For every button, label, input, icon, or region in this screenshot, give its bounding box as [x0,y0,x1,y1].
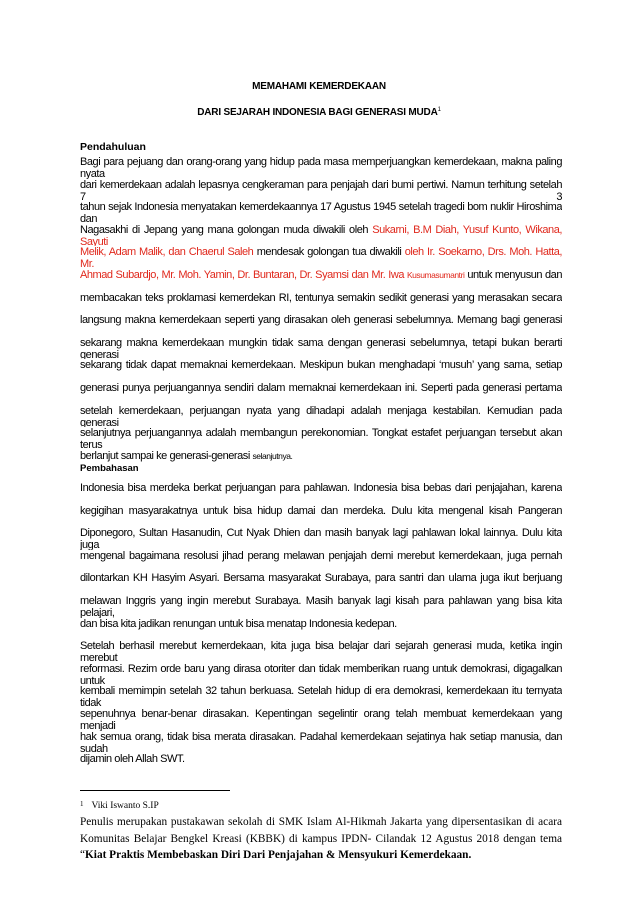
text-line: Bagi para pejuang dan orang-orang yang hidup pada masa memperjuangkan kemerdekaan, makna paling nyata [80,156,562,179]
text-line: sepenuhnya benar-benar dirasakan. Kepentingan segelintir orang telah membuat kemerdekaan yang menjadi [80,707,562,731]
paragraph-pembahasan [80,482,562,776]
text-line: Indonesia bisa merdeka berkat perjuangan para pahlawan. Indonesia bisa bebas dari penjajahan, karena [80,482,562,494]
footnote-author: Viki Iswanto S.IP [91,801,159,811]
text-line: membacakan teks proklamasi kemerdekan RI, tentunya semakin sedikit generasi yang merasakan secara [80,291,562,304]
text-fragment: untuk menyusun dan [467,268,562,281]
text-line: kembali memimpin setelah 32 tahun berkuasa. Setelah hidup di era demokrasi, kemerdekaan itu ternyata tidak [80,685,562,708]
text-fragment: Nagasakhi di Jepang yang mana golongan muda diwakili oleh [80,223,369,236]
footnote-reference: 1 [437,107,441,113]
text-line: hak semua orang, tidak bisa merata dirasakan. Padahal kemerdekaan sejatinya hak setiap manusia, dan sudah [80,730,562,754]
text-line: sekarang makna kemerdekaan mungkin tidak sama dengan generasi sebelumnya, tetapi bukan berarti generasi [80,336,562,360]
text-fragment: berlanjut sampai ke generasi-generasi [80,449,250,462]
text-line [80,450,562,473]
text-line: Setelah berhasil merebut kemerdekaan, kita juga bisa belajar dari sejarah generasi muda, ketika ingin merebut [80,640,562,663]
text-line: kegigihan masyarakatnya untuk bisa hidup damai dan merdeka. Dulu kita mengenal kisah Pangeran [80,504,562,517]
footnote-divider [80,790,230,791]
highlighted-names: Ahmad Subardjo, Mr. Moh. Yamin, Dr. Buntaran, Dr. Syamsi dan Mr. Iwa [80,268,405,281]
highlighted-names: oleh Ir. Soekarno, Drs. Moh. Hatta, Mr. [80,246,562,269]
text-fragment: selanjutnya. [252,450,293,461]
text-line: melawan Inggris yang ingin merebut Surabaya. Masih banyak lagi kisah para pahlawan yang bisa kita pelajari, [80,594,562,618]
text-line: reformasi. Rezim orde baru yang dirasa otoriter dan tidak memberikan ruang untuk demokrasi, digagalkan untuk [80,662,562,686]
footnote-author-line [80,796,562,814]
text-line [80,224,562,247]
text-line: sekarang tidak dapat memaknai kemerdekaan. Meskipun bukan menghadapi ‘musuh’ yang sama, setiap [80,359,562,372]
text-line: dan bisa kita jadikan renungan untuk bisa menatap Indonesia kedepan. [80,617,397,630]
document-subtitle [0,107,638,118]
footnote-mark: 1 [80,800,84,808]
text-line: dari kemerdekaan adalah lepasnya cengkeraman para penjajah dari bumi pertiwi. Namun terhitung setelah 7 3 [80,178,562,202]
text-line: generasi punya perjuangannya sendiri dalam memaknai kemerdekaan ini. Seperti pada generasi pertama [80,381,562,394]
text-line: selanjutnya perjuangannya adalah membangun perekonomian. Tongkat estafet perjuangan tersebut akan terus [80,427,562,450]
footnote [80,796,562,864]
footnote-body: Penulis merupakan pustakawan sekolah di SMK Islam Al-Hikmah Jakarta yang dipersentasikan di acara Komunitas Belajar Bengkel Kreasi (KBBK) di kampus IPDN- Cilandak 12 Agustus 2018 dengan tema “ [80,816,562,862]
text-line: setelah kemerdekaan, perjuangan nyata yang dihadapi adalah menjaga kestabilan. Kemudian pada generasi [80,404,562,428]
section-heading-pendahuluan: Pendahuluan [80,141,146,153]
text-line [80,269,562,292]
text-line: dilontarkan KH Hasyim Asyari. Bersama masyarakat Surabaya, para santri dan ulama juga ikut berjuang [80,572,562,585]
highlighted-names: Sukarni, B.M Diah, Yusuf Kunto, Wikana, Sayuti [80,223,562,247]
highlighted-names: Kusumasumantri [406,269,465,280]
text-line: Diponegoro, Sultan Hasanudin, Cut Nyak Dhien dan masih banyak lagi pahlawan lokal lainnya. Dulu kita juga [80,527,562,550]
paragraph-pendahuluan [80,156,562,472]
footnote-theme: Kiat Praktis Membebaskan Diri Dari Penjajahan & Mensyukuri Kemerdekaan. [85,849,472,862]
subtitle-text: DARI SEJARAH INDONESIA BAGI GENERASI MUDA [197,107,438,118]
footnote-text [80,814,562,863]
document-title: MEMAHAMI KEMERDEKAAN [252,81,386,92]
text-line: tahun sejak Indonesia menyatakan kemerdekaannya 17 Agustus 1945 setelah tragedi bom nuklir Hiroshima dan [80,201,562,224]
highlighted-names: Melik, Adam Malik, dan Chaerul Saleh [80,246,254,259]
text-line: dijamin oleh Allah SWT. [80,753,185,766]
text-line: mengenal bagaimana resolusi jihad perang melawan penjajah demi merebut kemerdekaan, juga pernah [80,549,562,562]
text-fragment: mendesak golongan tua diwakili [256,246,402,259]
text-line: langsung makna kemerdekaan seperti yang dirasakan oleh generasi sebelumnya. Memang bagi generasi [80,314,562,327]
section-heading-pembahasan: Pembahasan [80,463,139,474]
text-line [80,246,562,269]
